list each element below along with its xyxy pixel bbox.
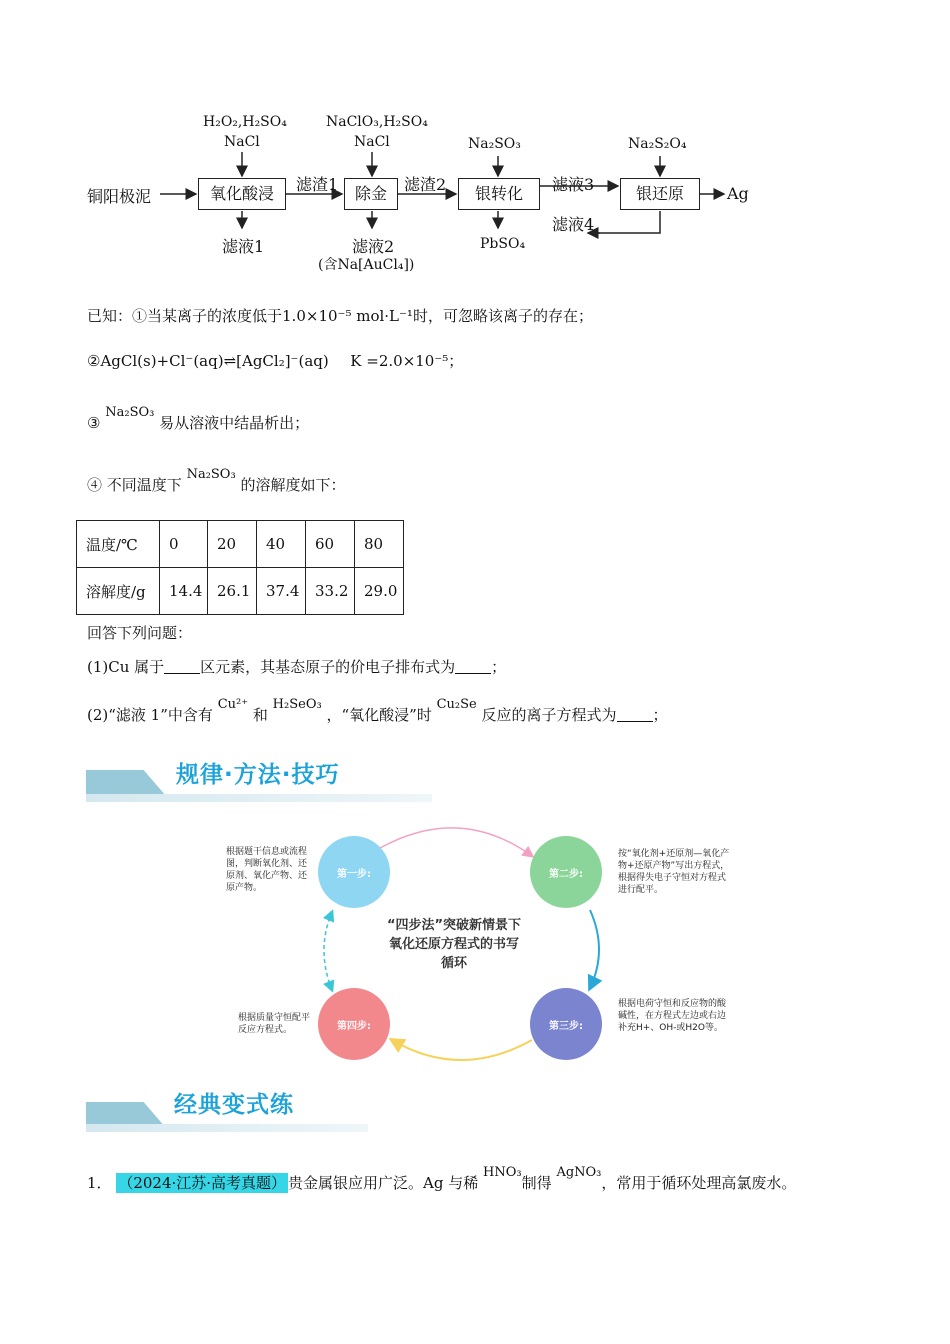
table-cell: 20 <box>208 521 257 568</box>
known-line-3: ③ Na₂SO₃ 易从溶液中结晶析出； <box>87 405 310 432</box>
table-cell: 26.1 <box>208 568 257 615</box>
equilibrium-constant: K =2.0×10⁻⁵ <box>350 352 449 370</box>
known-line-2: ②AgCl(s)+Cl⁻(aq)⇌[AgCl₂]⁻(aq) K =2.0×10⁻⁵； <box>87 352 464 370</box>
table-cell: 60 <box>306 521 355 568</box>
flow-mid-label1: 滤渣1 <box>296 175 339 194</box>
known-line-4: ④ 不同温度下 Na₂SO₃ 的溶解度如下： <box>87 467 346 494</box>
flow-reagent3: Na₂SO₃ <box>468 136 521 152</box>
formula-h2seo3: H₂SeO₃ <box>272 697 322 712</box>
formula-cu2se: Cu₂Se <box>436 697 477 712</box>
step-2-circle: 第二步: <box>530 836 602 908</box>
table-cell: 0 <box>160 521 208 568</box>
known-line-1: 已知：①当某离子的浓度低于1.0×10⁻⁵ mol·L⁻¹时，可忽略该离子的存在； <box>87 307 593 325</box>
cycle-center-title: “四步法”突破新情景下氧化还原方程式的书写循环 <box>386 918 522 971</box>
exercise-number: 1． <box>87 1174 112 1192</box>
flow-box-silver-reduction: 银还原 <box>620 178 700 210</box>
step-3-note: 根据电荷守恒和反应物的酸碱性，在方程式左边或右边补充H+、OH-或H2O等。 <box>618 999 727 1033</box>
flow-mid-label4: 滤液4 <box>552 215 595 234</box>
flow-reagent1-line2: NaCl <box>224 134 260 150</box>
section-title: 规律·方法·技巧 <box>176 762 340 788</box>
table-cell: 29.0 <box>355 568 404 615</box>
equilibrium-equation: ②AgCl(s)+Cl⁻(aq)⇌[AgCl₂]⁻(aq) <box>87 352 329 370</box>
flow-reagent1-line1: H₂O₂,H₂SO₄ <box>203 114 287 130</box>
step-4-note: 根据质量守恒配平反应方程式。 <box>238 1013 311 1035</box>
question-1: (1)Cu 属于 区元素，其基态原子的价电子排布式为 ； <box>87 658 507 676</box>
flow-start-label: 铜阳极泥 <box>87 187 152 206</box>
flow-output1: 滤液1 <box>222 237 265 256</box>
flow-box-oxidation-leach: 氧化酸浸 <box>198 178 286 210</box>
table-cell: 37.4 <box>257 568 306 615</box>
flow-mid-label3: 滤液3 <box>552 175 595 194</box>
step-1-circle: 第一步: <box>318 836 390 908</box>
table-cell: 40 <box>257 521 306 568</box>
table-row-label: 温度/℃ <box>77 521 160 568</box>
exercise-source-tag: （2024·江苏·高考真题） <box>118 1174 287 1192</box>
question-2: (2)“滤液 1”中含有 Cu²⁺ 和 H₂SeO₃ ，“氧化酸浸”时 Cu₂Se 反应的离子方程式为 ； <box>87 697 668 724</box>
step-2-note: 按“氧化剂+还原剂—氧化产物+还原产物”写出方程式，根据得失电子守恒对方程式进行配平。 <box>618 849 730 895</box>
step-3-circle: 第三步: <box>530 988 602 1060</box>
table-row-label: 溶解度/g <box>77 568 160 615</box>
formula-cu-ion: Cu²⁺ <box>217 697 249 712</box>
table-cell: 80 <box>355 521 404 568</box>
flow-reagent2-line1: NaClO₃,H₂SO₄ <box>326 114 428 130</box>
flow-end-label: Ag <box>727 184 749 203</box>
flow-output2-line2: (含Na[AuCl₄]) <box>318 257 415 273</box>
questions-intro: 回答下列问题： <box>87 624 193 642</box>
flow-output3: PbSO₄ <box>480 236 526 252</box>
formula-na2so3: Na₂SO₃ <box>105 405 155 420</box>
step-1-note: 根据题干信息或流程图，判断氧化剂、还原剂、氧化产物、还原产物。 <box>226 847 308 893</box>
flow-reagent4: Na₂S₂O₄ <box>628 136 687 152</box>
step-4-circle: 第四步: <box>318 988 390 1060</box>
table-cell: 33.2 <box>306 568 355 615</box>
formula-agno3: AgNO₃ <box>556 1165 602 1180</box>
section-title: 经典变式练 <box>174 1092 294 1118</box>
formula-hno3: HNO₃ <box>483 1165 522 1180</box>
flow-box-gold-removal: 除金 <box>344 178 398 210</box>
flow-output2-line1: 滤液2 <box>352 237 395 256</box>
flow-reagent2-line2: NaCl <box>354 134 390 150</box>
table-cell: 14.4 <box>160 568 208 615</box>
flow-box-silver-conversion: 银转化 <box>458 178 540 210</box>
section-underline <box>86 1124 368 1132</box>
flow-mid-label2: 滤渣2 <box>404 175 447 194</box>
exercise-1: 1． （2024·江苏·高考真题） 贵金属银应用广泛。Ag 与稀 HNO₃制得 AgNO₃，常用于循环处理高氯废水。 <box>87 1165 797 1192</box>
formula-na2so3: Na₂SO₃ <box>186 467 236 482</box>
